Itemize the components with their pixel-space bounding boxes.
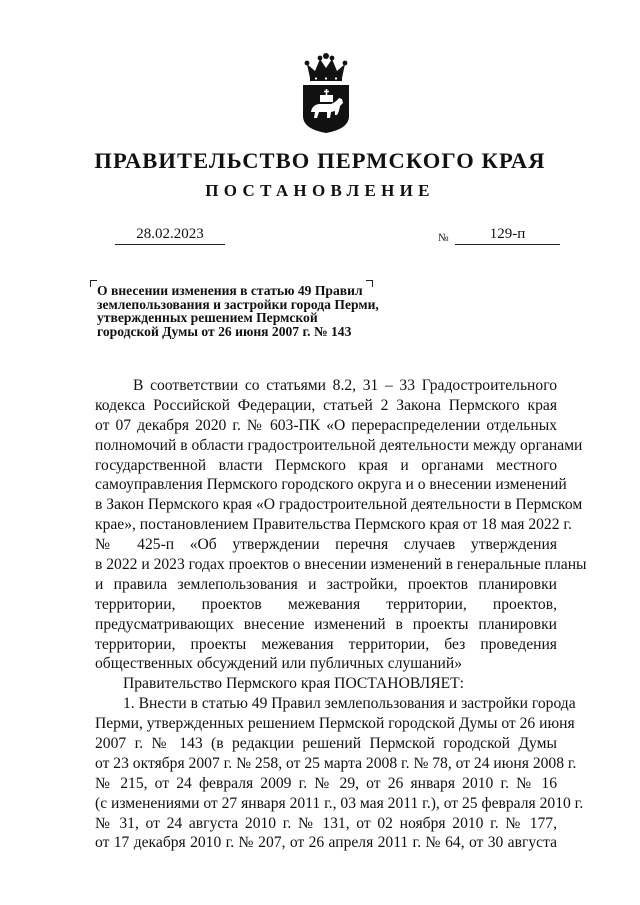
- body-line: от 17 декабря 2010 г. № 207, от 26 апреля 2011 г. № 64, от 30 августа: [95, 834, 557, 852]
- document-type: ПОСТАНОВЛЕНИЕ: [205, 181, 435, 200]
- government-title: ПРАВИТЕЛЬСТВО ПЕРМСКОГО КРАЯ: [94, 148, 546, 173]
- body-line: территории, проекты межевания территории, без проведения: [95, 635, 557, 653]
- body-line: В соответствии со статьями 8.2, 31 – 33 Градостроительного: [133, 377, 557, 394]
- document-number: 129-п: [455, 226, 560, 245]
- document-body: [95, 376, 587, 853]
- body-line: предусматривающих внесение изменений в проекты планировки: [95, 615, 557, 633]
- body-line: от 07 декабря 2020 г. № 603-ПК «О перераспределении отдельных: [95, 416, 557, 434]
- number-sign: №: [438, 232, 449, 244]
- body-line: кодекса Российской Федерации, статьей 2 Закона Пермского края: [95, 396, 557, 414]
- subject-line: городской Думы от 26 июня 2007 г. № 143: [97, 323, 352, 339]
- subject-bracket-left: [90, 280, 97, 287]
- body-line: государственной власти Пермского края и органами местного: [95, 456, 557, 474]
- perm-krai-coat-of-arms-icon: [301, 52, 351, 134]
- body-line: и правила землепользования и застройки, проектов планировки: [95, 575, 557, 593]
- body-line: от 23 октября 2007 г. № 258, от 25 марта 2008 г. № 78, от 24 июня 2008 г.: [95, 754, 577, 772]
- body-line: № 31, от 24 августа 2010 г. № 131, от 02 ноября 2010 г. № 177,: [95, 814, 557, 832]
- subject-line: О внесении изменения в статью 49 Правил: [97, 283, 363, 298]
- body-line: № 215, от 24 февраля 2009 г. № 29, от 26 января 2010 г. № 16: [95, 774, 557, 792]
- body-line: Правительство Пермского края ПОСТАНОВЛЯЕТ:: [123, 675, 464, 693]
- body-line: в Закон Пермского края «О градостроительной деятельности в Пермском: [95, 496, 583, 514]
- body-line: общественных обсуждений или публичных слушаний»: [95, 655, 463, 673]
- body-line: самоуправления Пермского городского округа и о внесении изменений: [95, 476, 567, 494]
- body-line: крае», постановлением Правительства Пермского края от 18 мая 2022 г.: [95, 516, 572, 534]
- body-line: 2007 г. № 143 (в редакции решений Пермской городской Думы: [95, 735, 557, 753]
- body-line: (с изменениями от 27 января 2011 г., 03 мая 2011 г.), от 25 февраля 2010 г.: [95, 794, 584, 812]
- subject-line: утвержденных решением Пермской: [97, 310, 318, 325]
- body-line: полномочий в области градостроительной деятельности между органами: [95, 436, 583, 454]
- body-line: в 2022 и 2023 годах проектов о внесении изменений в генеральные планы: [95, 556, 587, 574]
- document-date: 28.02.2023: [115, 226, 225, 245]
- body-line: № 425-п «Об утверждении перечня случаев утверждения: [95, 536, 557, 554]
- body-line: территории, проектов межевания территории, проектов,: [95, 595, 557, 613]
- document-subject: [97, 284, 417, 338]
- body-line: Перми, утвержденных решением Пермской городской Думы от 26 июня: [95, 715, 575, 733]
- subject-line: землепользования и застройки города Перми,: [97, 296, 379, 312]
- body-line: 1. Внести в статью 49 Правил землепользования и застройки города: [123, 695, 576, 713]
